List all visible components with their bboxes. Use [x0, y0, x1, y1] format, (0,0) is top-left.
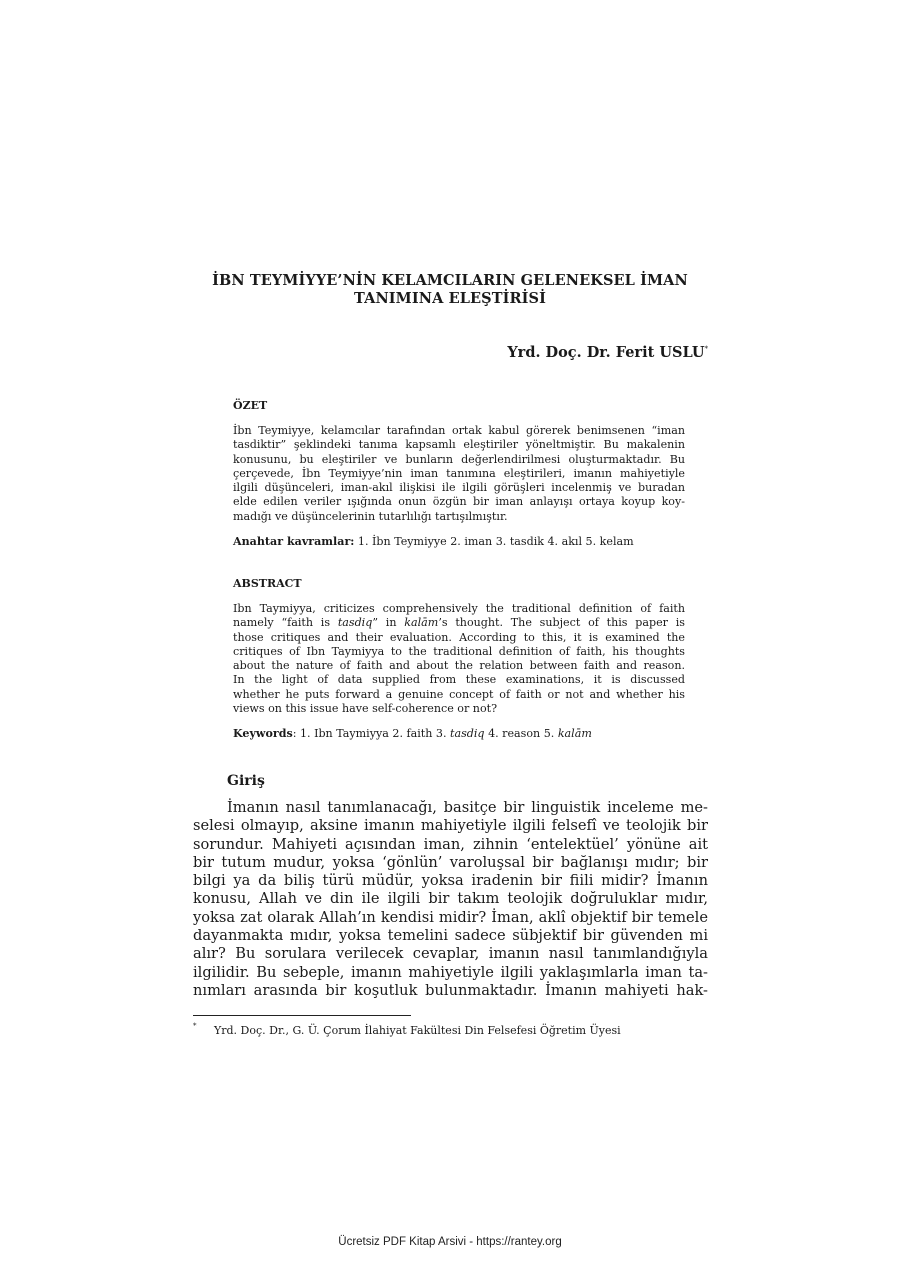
- author-name: [507, 344, 708, 361]
- body-line: İmanın nasıl tanımlanacağı, basitçe bir linguistik inceleme me-: [227, 799, 708, 816]
- abstract-keywords-label: Keywords: [233, 727, 293, 741]
- ozet-line: konusunu, bu eleştiriler ve bunların değerlendirilmesi oluşturmaktadır. Bu: [233, 452, 685, 466]
- ozet-line: İbn Teymiyye, kelamcılar tarafından ortak kabul görerek benimsenen “iman: [233, 424, 685, 437]
- abstract-line2-post: ’s thought. The subject of this paper is: [438, 616, 686, 630]
- title-line-2: TANIMINA ELEŞTİRİSİ: [354, 290, 546, 307]
- ozet-line: çerçevede, İbn Teymiyye’nin iman tanımına eleştirileri, imanın mahiyetiyle: [233, 466, 685, 480]
- abstract-keywords-pre: : 1. Ibn Taymiyya 2. faith 3.: [292, 727, 451, 741]
- body-line: selesi olmayıp, aksine imanın mahiyetiyle ilgili felsefî ve teolojik bir: [193, 817, 708, 835]
- body-line: nımları arasında bir koşutluk bulunmaktadır. İmanın mahiyeti hak-: [193, 981, 708, 999]
- footnote-text: Yrd. Doç. Dr., G. Ü. Çorum İlahiyat Fakültesi Din Felsefesi Öğretim Üyesi: [214, 1024, 621, 1037]
- abstract-line: about the nature of faith and about the relation between faith and reason.: [233, 659, 685, 673]
- abstract-text: [233, 602, 685, 716]
- body-line: alır? Bu sorulara verilecek cevaplar, imanın nasıl tanımlandığıyla: [193, 945, 708, 963]
- abstract-line: views on this issue have self-coherence or not?: [233, 702, 498, 716]
- abstract-line: those critiques and their evaluation. According to this, it is examined the: [233, 630, 685, 644]
- abstract-section: [233, 577, 685, 740]
- abstract-keywords: [233, 727, 685, 740]
- body-line: dayanmakta mıdır, yoksa temelini sadece sübjektif bir güvenden mi: [193, 927, 708, 945]
- abstract-term-kalam: kalām: [404, 616, 439, 630]
- title-line-1: İBN TEYMİYYE’NİN KELAMCILARIN GELENEKSEL İMAN: [212, 272, 688, 289]
- ozet-text: [233, 424, 685, 524]
- page-footer-source: Ücretsiz PDF Kitap Arsivi - https://rantey.org: [338, 1236, 562, 1248]
- body-line: bir tutum mudur, yoksa ‘gönlün’ varoluşsal bir bağlanışı mıdır; bir: [193, 853, 708, 871]
- abstract-keywords-mid: 4. reason 5.: [484, 727, 558, 741]
- ozet-section: [233, 399, 685, 548]
- author-footnote-marker: *: [704, 345, 708, 353]
- ozet-keywords: [233, 535, 685, 548]
- paper-title: [0, 272, 900, 308]
- abstract-term-tasdiq: tasdiq: [337, 616, 373, 630]
- ozet-heading: ÖZET: [233, 399, 268, 412]
- body-line: yoksa zat olarak Allah’ın kendisi midir? İman, aklî objektif bir temele: [193, 908, 708, 926]
- footnote: [193, 1024, 708, 1037]
- body-line: sorundur. Mahiyeti açısından iman, zihnin ‘entelektüel’ yönüne ait: [193, 835, 708, 853]
- body-line: konusu, Allah ve din ile ilgili bir takım teolojik doğruluklar mıdır,: [193, 890, 708, 908]
- abstract-line: In the light of data supplied from these examinations, it is discussed: [233, 673, 685, 687]
- abstract-line2-mid: ” in: [372, 616, 405, 630]
- ozet-line: elde edilen veriler ışığında onun özgün bir iman anlayışı ortaya koyup koy-: [233, 495, 685, 509]
- ozet-line: madığı ve düşüncelerinin tutarlılığı tartışılmıştır.: [233, 509, 508, 523]
- body-line: bilgi ya da biliş türü müdür, yoksa iradenin bir fiili midir? İmanın: [193, 872, 708, 890]
- giris-paragraph: [193, 799, 708, 1000]
- footnote-divider: [193, 1015, 411, 1016]
- abstract-heading: ABSTRACT: [233, 577, 302, 590]
- abstract-line: Ibn Taymiyya, criticizes comprehensively the traditional definition of faith: [233, 602, 685, 615]
- ozet-keywords-label: Anahtar kavramlar:: [233, 535, 355, 549]
- abstract-line: whether he puts forward a genuine concept of faith or not and whether his: [233, 687, 685, 701]
- abstract-keyword-tasdiq: tasdiq: [450, 727, 485, 741]
- section-heading-giris: Giriş: [227, 773, 265, 789]
- abstract-line-2: [233, 616, 685, 630]
- ozet-keywords-list: 1. İbn Teymiyye 2. iman 3. tasdik 4. akıl 5. kelam: [357, 535, 634, 549]
- abstract-keyword-kalam: kalām: [557, 727, 592, 741]
- body-line: ilgilidir. Bu sebeple, imanın mahiyetiyle ilgili yaklaşımlarla iman ta-: [193, 963, 708, 981]
- footnote-marker: *: [193, 1022, 197, 1030]
- abstract-line2-pre: namely “faith is: [233, 616, 338, 630]
- ozet-line: tasdiktir” şeklindeki tanıma kapsamlı eleştiriler yöneltmiştir. Bu makalenin: [233, 438, 685, 452]
- abstract-line: critiques of Ibn Taymiyya to the traditional definition of faith, his thoughts: [233, 644, 685, 658]
- ozet-line: ilgili düşünceleri, iman-akıl ilişkisi ile ilgili görüşleri incelenmiş ve buradan: [233, 481, 685, 495]
- author-name-text: Yrd. Doç. Dr. Ferit USLU: [507, 344, 705, 361]
